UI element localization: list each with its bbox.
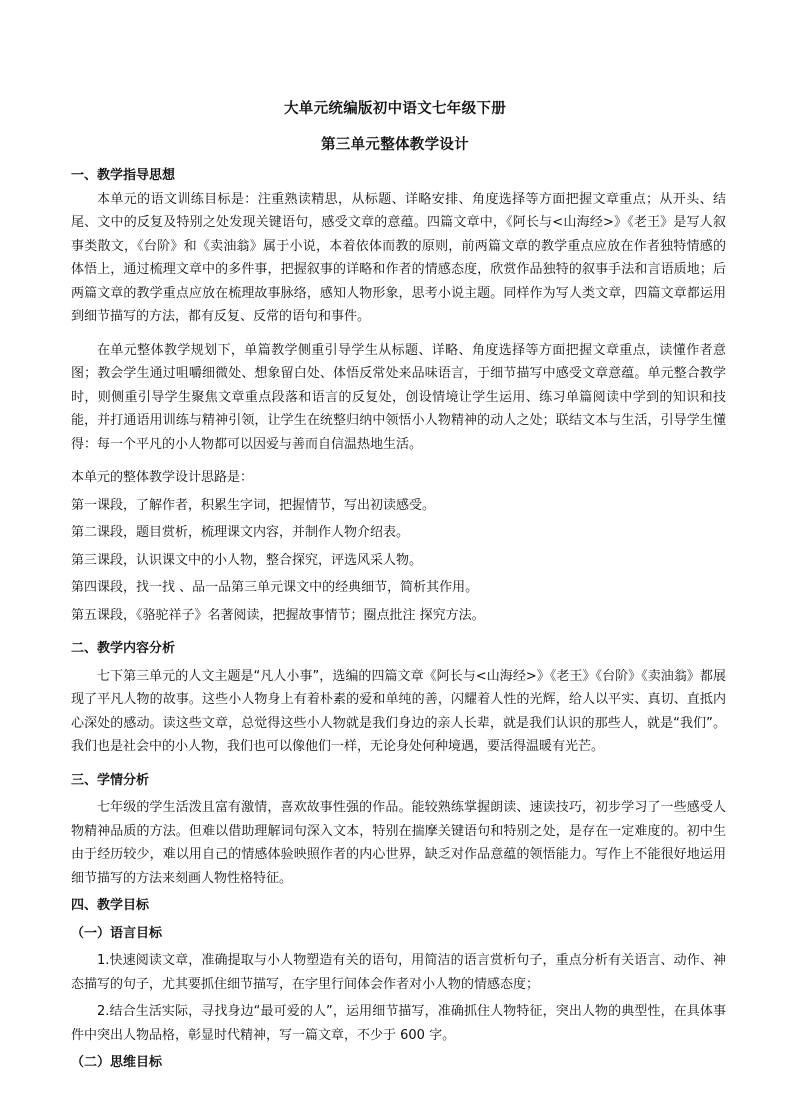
design-intro: 本单元的整体教学设计思路是： (71, 470, 254, 485)
section-heading-guiding-thought: 一、教学指导思想 (71, 168, 176, 183)
subsection-heading-thinking-goals: （二）思维目标 (71, 1055, 163, 1070)
subsection-heading-language-goals: （一）语言目标 (71, 925, 163, 941)
stage-line: 第五课段，《骆驼祥子》名著阅读，把握故事情节；圈点批注 探究方法。 (71, 607, 485, 623)
stage-line: 第四课段，找一找 、品一品第三单元课文中的经典细节，简析其作用。 (71, 580, 479, 595)
paragraph: 本单元的语文训练目标是：注重熟读精思，从标题、详略安排、角度选择等方面把握文章重点；从开头、结尾、文中的反复及特别之处发现关键语句，感受文章的意蕴。四篇文章中，《阿长与<山海经>》《老王》是写人叙事类散文，《台阶》和《卖油翁》属于小说，本着依体而教的原则，前两篇文章的教学重点应放在作者独特情感的体悟上，通过梳理文章中的多件事，把握叙事的详略和作者的情感态度，欣赏作品独特的叙事手法和言语质地；后两篇文章的教学重点应放在梳理故事脉络，感知人物形象，思考小说主题。同样作为写人类文章，四篇文章都运用到细节描写的方法，都有反复、反常的语句和事件。 (71, 191, 726, 324)
paragraph: 七年级的学生活泼且富有激情，喜欢故事性强的作品。能较熟练掌握朗读、速读技巧，初步学习了一些感受人物精神品质的方法。但难以借助理解词句深入文本，特别在揣摩关键语句和特别之处，是存在一定难度的。初中生由于经历较少，难以用自己的情感体验映照作者的内心世界，缺乏对作品意蕴的领悟能力。写作上不能很好地运用细节描写的方法来刻画人物性格特征。 (71, 800, 726, 886)
paragraph: 七下第三单元的人文主题是“凡人小事”，选编的四篇文章《阿长与<山海经>》《老王》《台阶》《卖油翁》都展现了平凡人物的故事。这些小人物身上有着朴素的爱和单纯的善，闪耀着人性的光辉，给人以平实、真切、直抵内心深处的感动。读这些文章，总觉得这些小人物就是我们身边的亲人长辈，就是我们认识的那些人，就是“我们”。我们也是社会中的小人物，我们也可以像他们一样，无论身处何种境遇，要活得温暖有光芒。 (71, 668, 726, 754)
stage-line: 第二课段，题目赏析，梳理课文内容，并制作人物介绍表。 (71, 525, 410, 540)
paragraph: 2.结合生活实际，寻找身边“最可爱的人”，运用细节描写，准确抓住人物特征，突出人物的典型性，在具体事件中突出人物品格，彰显时代精神，写一篇文章，不少于 600 字。 (71, 1004, 726, 1043)
document-subtitle: 第三单元整体教学设计 (321, 137, 469, 153)
stage-line: 第三课段，认识课文中的小人物，整合探究，评选风采人物。 (71, 552, 423, 568)
document-body (71, 164, 726, 1075)
section-heading-teaching-goals: 四、教学目标 (71, 898, 150, 913)
document-title: 大单元统编版初中语文七年级下册 (284, 101, 506, 117)
paragraph: 1.快速阅读文章，准确提取与小人物塑造有关的语句，用简洁的语言赏析句子，重点分析有关语言、动作、神态描写的句子，尤其要抓住细节描写，在字里行间体会作者对小人物的情感态度； (71, 953, 726, 992)
stage-line: 第一课段，了解作者，积累生字词，把握情节，写出初读感受。 (71, 497, 436, 513)
section-heading-learner-analysis: 三、学情分析 (71, 772, 150, 788)
paragraph: 在单元整体教学规划下，单篇教学侧重引导学生从标题、详略、角度选择等方面把握文章重点，读懂作者意图；教会学生通过咀嚼细微处、想象留白处、体悟反常处来品味语言，于细节描写中感受文章意蕴。单元整合教学时，则侧重引导学生聚焦文章重点段落和语言的反复处，创设情境让学生运用、练习单篇阅读中学到的知识和技能，并打通语用训练与精神引领，让学生在统整归纳中领悟小人物精神的动人之处；联结文本与生活，引导学生懂得：每一个平凡的小人物都可以因爱与善而自信温热地生活。 (71, 342, 726, 452)
section-heading-content-analysis: 二、教学内容分析 (71, 641, 176, 656)
